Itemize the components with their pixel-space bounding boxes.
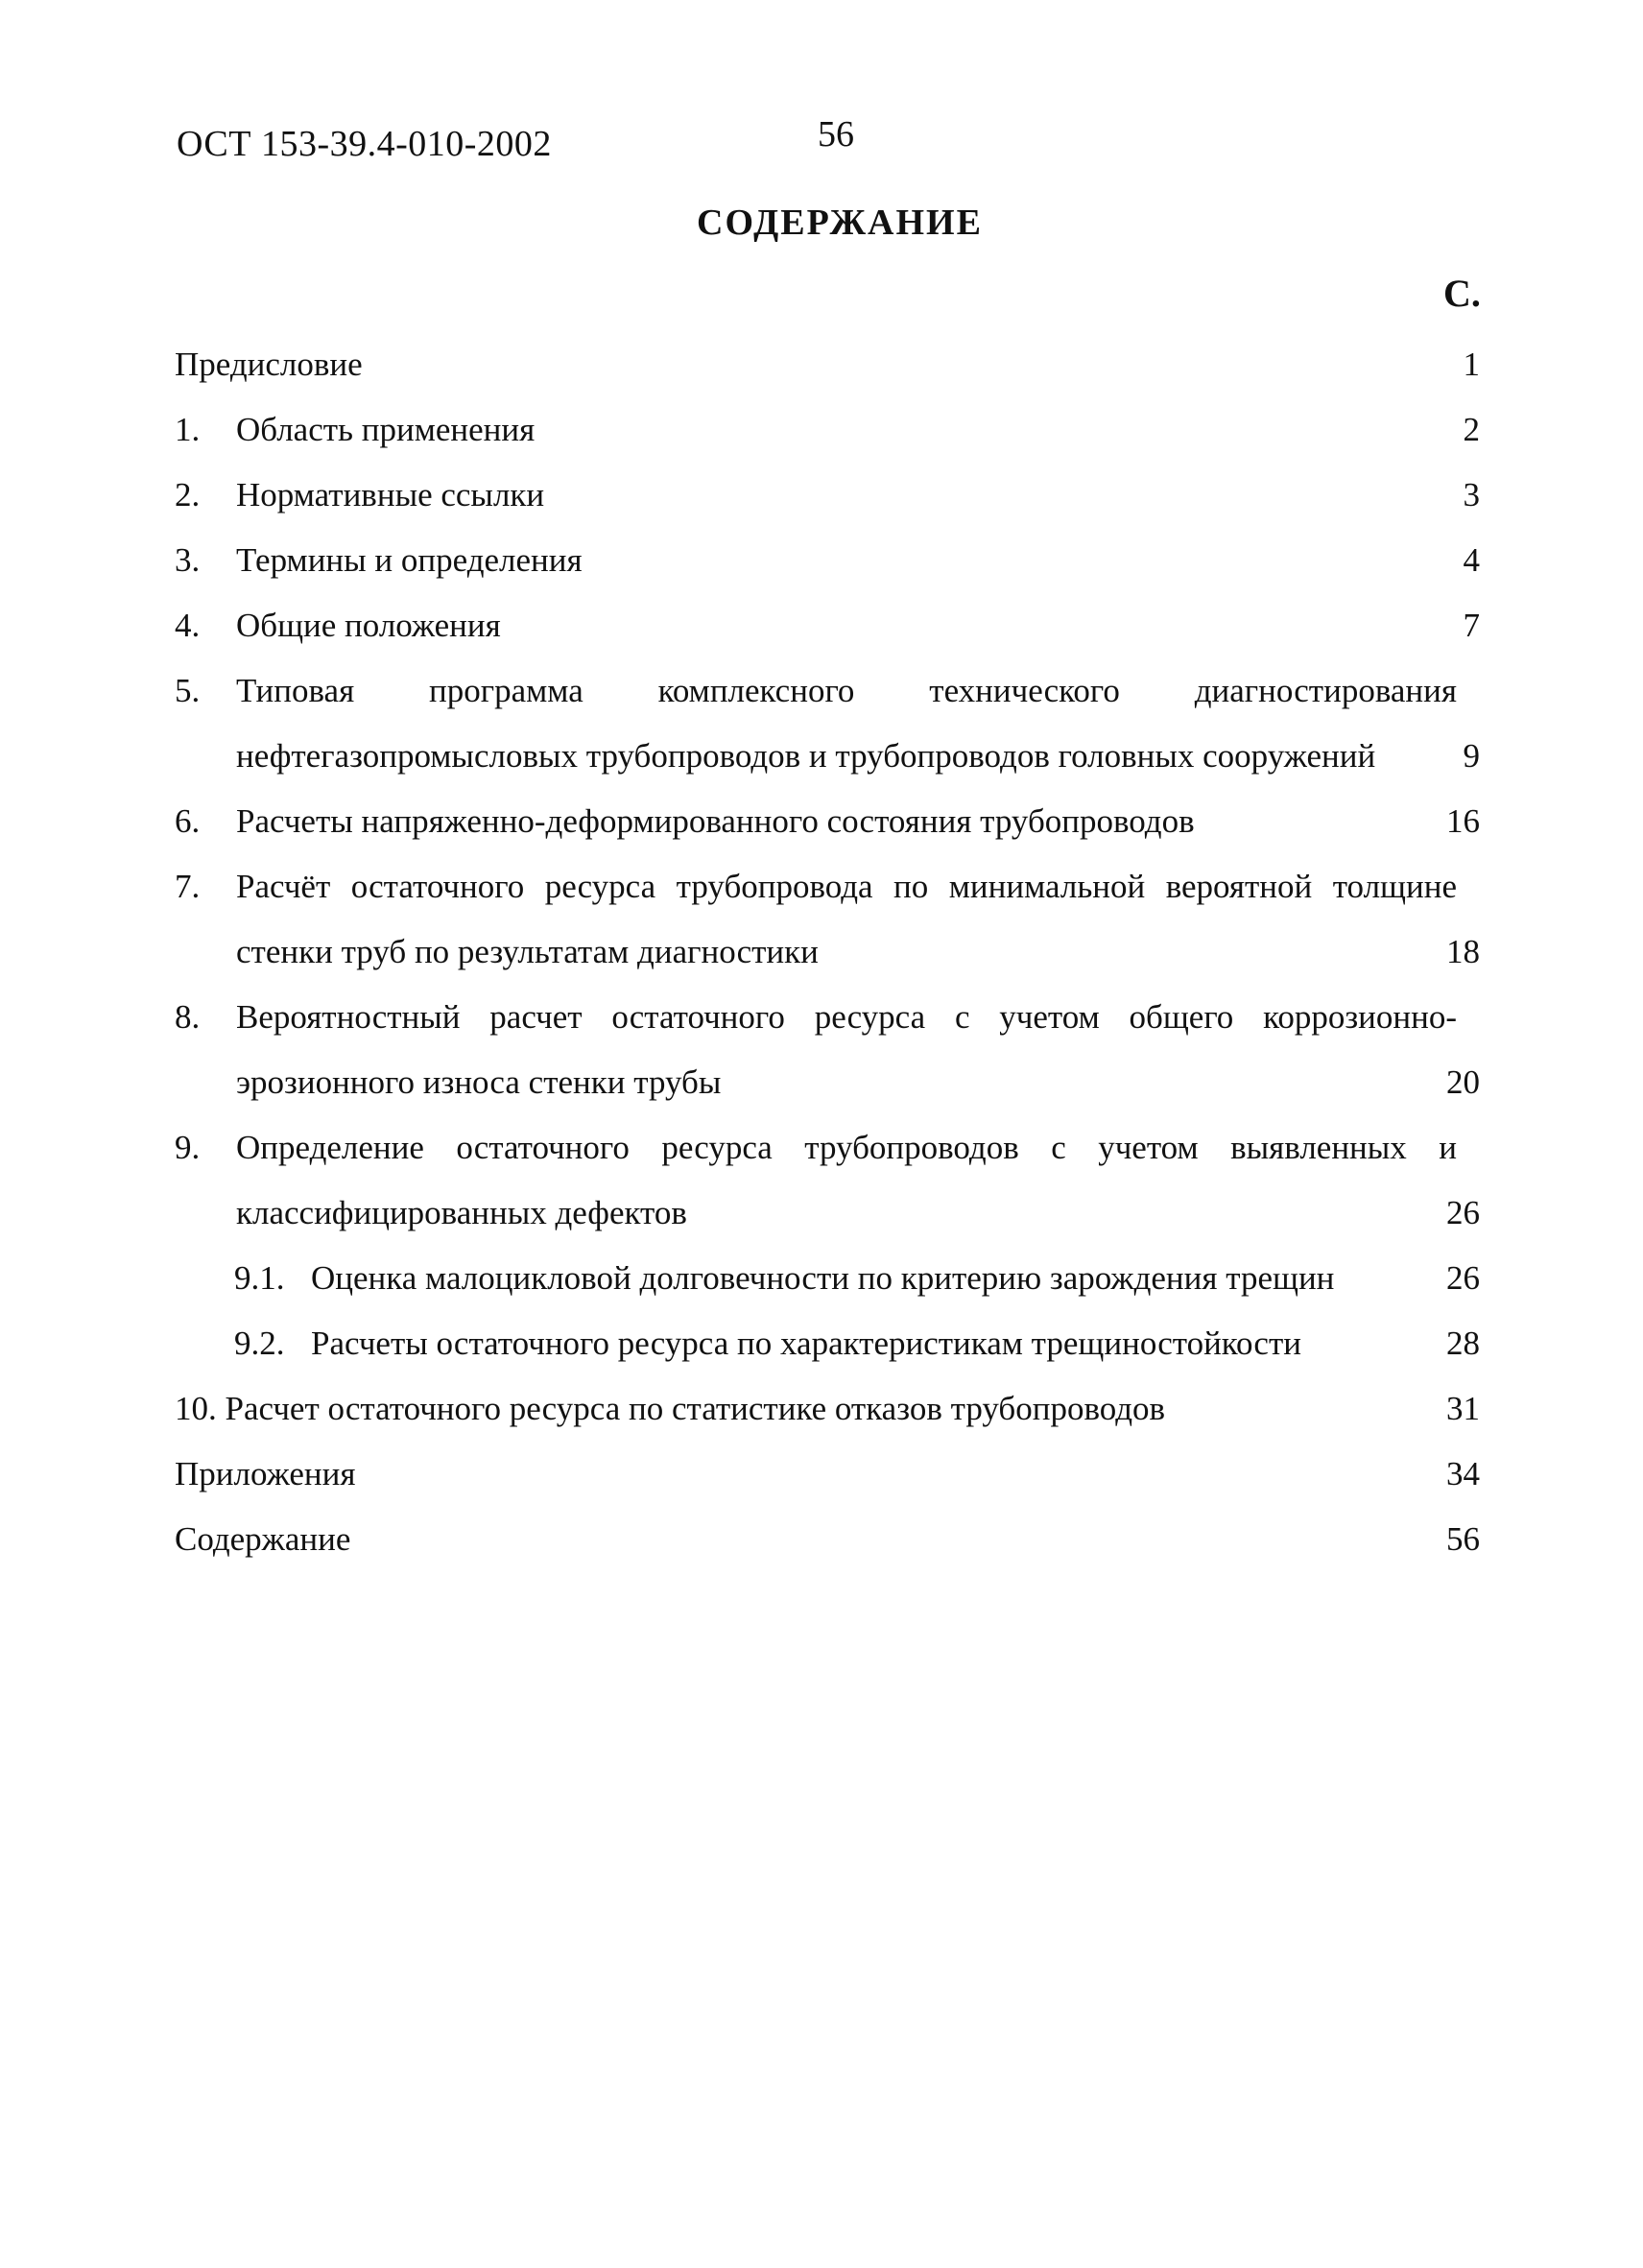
toc-entry-number: 4.	[175, 607, 201, 644]
toc-entry-number: 5.	[175, 672, 201, 709]
toc-entry-number: 7.	[175, 868, 201, 905]
toc-entry-3[interactable]	[175, 528, 1480, 593]
toc-entry-page: 18	[1446, 933, 1480, 970]
toc-entry-appendices[interactable]	[175, 1442, 1480, 1507]
toc-entry-number: 8.	[175, 998, 201, 1036]
toc-entry-text: Предисловие	[175, 346, 363, 383]
toc-entry-text: Определение остаточного ресурса трубопроводов с учетом выявленных и классифицированных дефектов	[236, 1129, 1457, 1231]
toc-entry-text: Вероятностный расчет остаточного ресурса с учетом общего коррозионно-эрозионного износа стенки трубы	[236, 998, 1457, 1101]
toc-entry-10[interactable]	[175, 1376, 1480, 1442]
toc-entry-page: 4	[1463, 541, 1480, 579]
toc-entry-number: 6.	[175, 802, 201, 840]
table-of-contents	[175, 332, 1480, 1572]
toc-entry-5[interactable]	[175, 658, 1480, 789]
toc-entry-page: 26	[1446, 1259, 1480, 1297]
toc-entry-page: 7	[1463, 607, 1480, 644]
page-number: 56	[818, 114, 854, 155]
toc-entry-9[interactable]	[175, 1115, 1480, 1246]
toc-entry-text	[234, 1311, 1459, 1376]
toc-entry-text: 10. Расчет остаточного ресурса по статистике отказов трубопроводов	[175, 1390, 1166, 1427]
toc-entry-page: 56	[1446, 1520, 1480, 1558]
toc-entry-number: 3.	[175, 541, 201, 579]
toc-entry-page: 3	[1463, 476, 1480, 513]
page-column-label: С.	[1443, 272, 1481, 315]
toc-entry-page: 34	[1446, 1455, 1480, 1492]
toc-entry-title: Расчеты остаточного ресурса по характеристикам трещиностойкости	[311, 1325, 1301, 1362]
toc-entry-preface[interactable]	[175, 332, 1480, 397]
toc-entry-text: Расчёт остаточного ресурса трубопровода по минимальной вероятной толщине стенки труб по результатам диагностики	[236, 868, 1457, 970]
page-title: СОДЕРЖАНИЕ	[697, 203, 983, 243]
toc-entry-number: 1.	[175, 411, 201, 448]
toc-entry-number: 9.2.	[234, 1325, 285, 1362]
toc-entry-page: 28	[1446, 1325, 1480, 1362]
toc-entry-number: 2.	[175, 476, 201, 513]
document-code: ОСТ 153-39.4-010-2002	[177, 124, 552, 164]
toc-entry-text: Нормативные ссылки	[236, 476, 545, 513]
toc-entry-text: Содержание	[175, 1520, 351, 1558]
toc-entry-text: Приложения	[175, 1455, 356, 1492]
toc-entry-number: 9.1.	[234, 1259, 285, 1297]
toc-entry-page: 2	[1463, 411, 1480, 448]
toc-entry-number: 9.	[175, 1129, 201, 1166]
toc-entry-9-2[interactable]	[175, 1311, 1480, 1376]
toc-entry-4[interactable]	[175, 593, 1480, 658]
toc-entry-8[interactable]	[175, 985, 1480, 1115]
toc-entry-text: Расчеты напряженно-деформированного состояния трубопроводов	[236, 802, 1195, 840]
toc-entry-text: Область применения	[236, 411, 536, 448]
toc-entry-6[interactable]	[175, 789, 1480, 854]
toc-entry-page: 26	[1446, 1194, 1480, 1231]
toc-entry-title: Оценка малоцикловой долговечности по критерию зарождения трещин	[311, 1259, 1335, 1297]
toc-entry-contents[interactable]	[175, 1507, 1480, 1572]
toc-entry-1[interactable]	[175, 397, 1480, 463]
toc-entry-text: Общие положения	[236, 607, 501, 644]
toc-entry-page: 9	[1463, 737, 1480, 775]
toc-entry-page: 16	[1446, 802, 1480, 840]
toc-entry-page: 31	[1446, 1390, 1480, 1427]
toc-entry-2[interactable]	[175, 463, 1480, 528]
toc-entry-page: 1	[1463, 346, 1480, 383]
toc-entry-text: Типовая программа комплексного технического диагностирования нефтегазопромысловых трубопроводов и трубопроводов головных сооружений	[236, 672, 1457, 775]
toc-entry-9-1[interactable]	[175, 1246, 1480, 1311]
toc-entry-page: 20	[1446, 1063, 1480, 1101]
toc-entry-7[interactable]	[175, 854, 1480, 985]
toc-entry-text	[234, 1246, 1459, 1311]
toc-entry-text: Термины и определения	[236, 541, 583, 579]
